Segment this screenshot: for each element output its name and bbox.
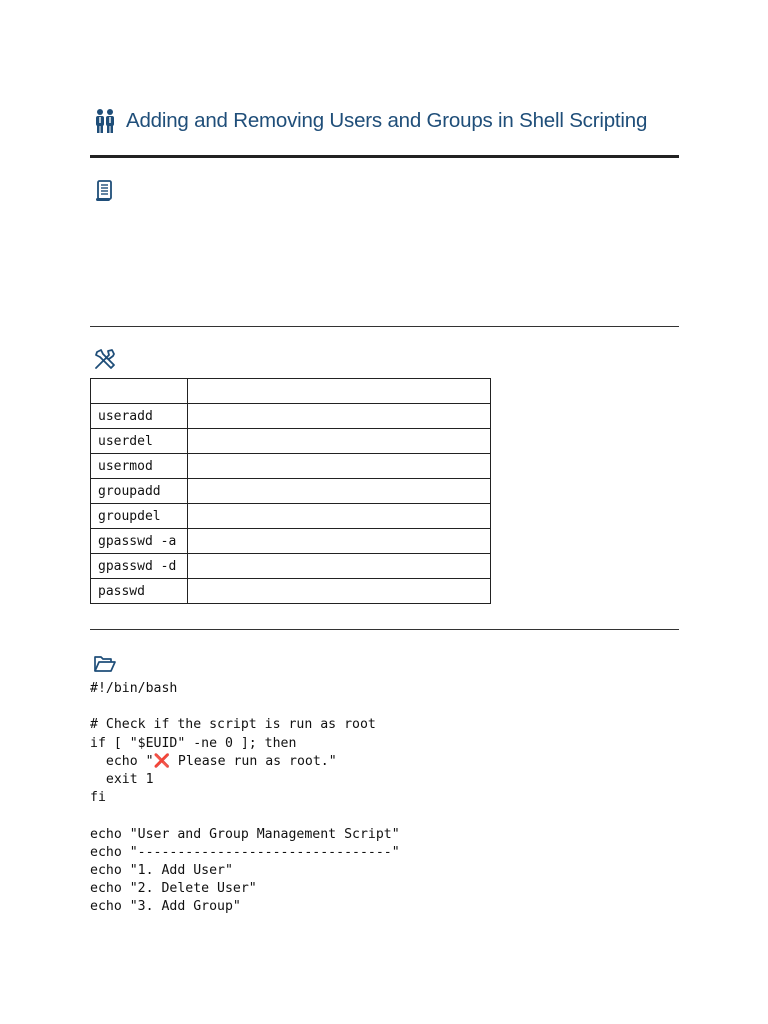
command-cell: useradd — [91, 404, 188, 429]
page-title: Adding and Removing Users and Groups in Shell Scripting — [126, 109, 648, 132]
code-line: if [ "$EUID" -ne 0 ]; then — [90, 735, 297, 751]
description-cell — [187, 479, 490, 504]
table-row — [91, 504, 491, 529]
title-divider — [90, 155, 679, 158]
command-cell: userdel — [91, 429, 188, 454]
description-cell — [187, 504, 490, 529]
section-divider — [90, 629, 679, 630]
code-text: echo " — [90, 753, 154, 769]
code-line: # Check if the script is run as root — [90, 717, 376, 733]
code-line: fi — [90, 790, 106, 806]
description-cell — [187, 529, 490, 554]
description-cell — [187, 454, 490, 479]
command-cell: groupadd — [91, 479, 188, 504]
command-cell: gpasswd -d — [91, 554, 188, 579]
table-header-cell — [91, 379, 188, 404]
code-line: echo "2. Delete User" — [90, 881, 257, 897]
table-header-row — [91, 379, 491, 404]
two-people-icon — [94, 108, 116, 134]
title-row — [94, 106, 647, 136]
code-text: Please run as root." — [169, 753, 337, 769]
command-cell: gpasswd -a — [91, 529, 188, 554]
table-header-cell — [187, 379, 490, 404]
code-line: echo "User and Group Management Script" — [90, 826, 400, 842]
code-block — [90, 680, 400, 916]
code-line — [90, 807, 400, 825]
table-row — [91, 404, 491, 429]
table-row — [91, 529, 491, 554]
code-line — [90, 753, 400, 771]
table-row — [91, 579, 491, 604]
table-row — [91, 554, 491, 579]
section-divider — [90, 326, 679, 327]
table-row — [91, 454, 491, 479]
description-cell — [187, 554, 490, 579]
code-line: exit 1 — [90, 771, 154, 787]
cross-mark-icon: ❌ — [153, 753, 170, 769]
code-line: echo "3. Add Group" — [90, 899, 241, 915]
code-line: echo "--------------------------------" — [90, 844, 400, 860]
command-cell: usermod — [91, 454, 188, 479]
code-line: echo "1. Add User" — [90, 862, 233, 878]
description-cell — [187, 579, 490, 604]
description-cell — [187, 404, 490, 429]
description-cell — [187, 429, 490, 454]
scroll-document-icon — [93, 179, 117, 203]
code-line — [90, 698, 400, 716]
table-row — [91, 479, 491, 504]
commands-table — [90, 378, 491, 604]
open-folder-icon — [93, 652, 117, 676]
table-row — [91, 429, 491, 454]
command-cell: passwd — [91, 579, 188, 604]
command-cell: groupdel — [91, 504, 188, 529]
code-line: #!/bin/bash — [90, 681, 178, 696]
tools-icon — [93, 347, 117, 371]
